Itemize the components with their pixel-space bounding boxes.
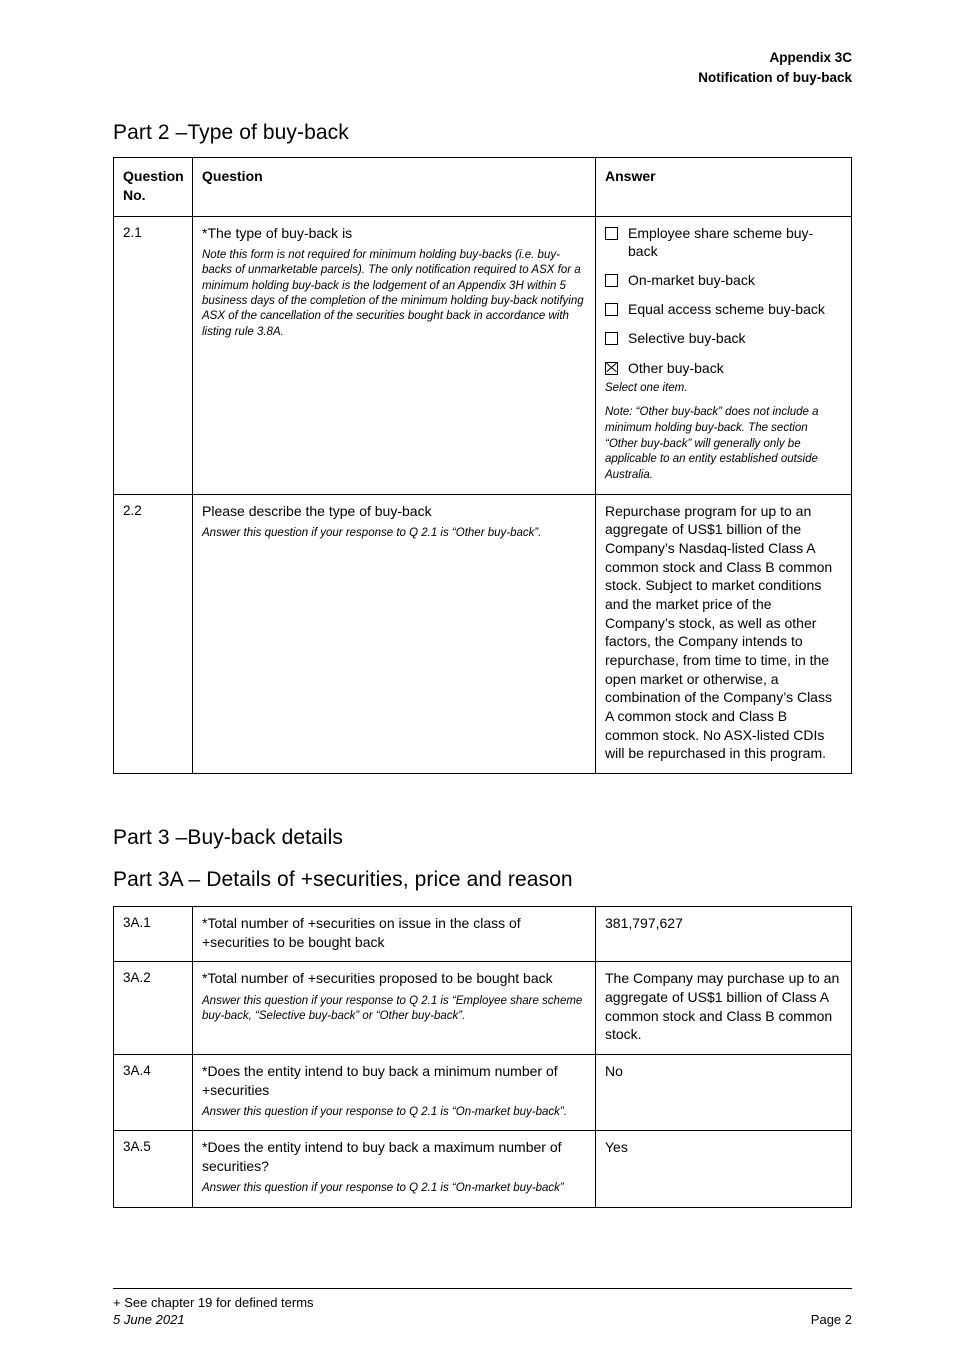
- table-row: [114, 1055, 852, 1131]
- table-row: [114, 216, 852, 494]
- checkbox-checked-icon[interactable]: [605, 362, 618, 375]
- question-cell: [193, 494, 596, 774]
- option-label: Selective buy-back: [628, 330, 746, 347]
- answer-text: Repurchase program for up to an aggregate of US$1 billion of the Company’s Nasdaq-listed Class A common stock and Class B common stock. Subject to market conditions and the market price of the Company’s stock, as well as other factors, the Company intends to repurchase, from time to time, in the open market or otherwise, a combination of the Company’s Class A common stock and Class B common stock. No ASX-listed CDIs will be repurchased in this program.: [605, 502, 833, 762]
- header-appendix-line: Appendix 3C: [769, 50, 852, 65]
- question-cell: [193, 907, 596, 962]
- checkbox-icon[interactable]: [605, 332, 618, 345]
- answer-cell: [596, 962, 852, 1055]
- part3-title: Part 3 –Buy-back details: [113, 826, 344, 850]
- question-text: *Total number of +securities proposed to be bought back: [202, 970, 553, 987]
- header-title-line: Notification of buy-back: [698, 69, 852, 85]
- column-header-question-no: Question No.: [114, 158, 193, 217]
- question-text: *The type of buy-back is: [202, 224, 353, 241]
- option-employee-share-scheme-buy-back[interactable]: [605, 224, 842, 260]
- question-cell: [193, 962, 596, 1055]
- footer-page-number: Page 2: [810, 1312, 852, 1327]
- question-text: Please describe the type of buy-back: [202, 502, 432, 519]
- question-number: 3A.5: [114, 1131, 193, 1207]
- checkbox-icon[interactable]: [605, 274, 618, 287]
- part2-table: [113, 157, 852, 774]
- question-number: 3A.1: [114, 907, 193, 962]
- question-number: 3A.4: [114, 1055, 193, 1131]
- answer-cell: [596, 216, 852, 494]
- option-label: On-market buy-back: [628, 272, 755, 288]
- table-row: [114, 962, 852, 1055]
- question-note: Answer this question if your response to Q 2.1 is “Other buy-back”.: [202, 526, 542, 539]
- answer-text: Yes: [605, 1139, 628, 1156]
- document-header: [113, 48, 852, 87]
- option-label: Other buy-back: [628, 359, 724, 376]
- answer-instruction: Select one item.: [605, 381, 688, 394]
- answer-text: 381,797,627: [605, 915, 683, 932]
- question-number: 2.1: [114, 216, 193, 494]
- part2-title: Part 2 –Type of buy-back: [113, 121, 349, 145]
- option-equal-access-scheme-buy-back[interactable]: [605, 300, 842, 318]
- question-text: *Does the entity intend to buy back a maximum number of securities?: [202, 1139, 562, 1174]
- question-note: Answer this question if your response to Q 2.1 is “On-market buy-back”: [202, 1182, 564, 1195]
- option-on-market-buy-back[interactable]: [605, 271, 842, 289]
- table-row: [114, 494, 852, 774]
- option-label: Employee share scheme buy-back: [628, 224, 814, 259]
- answer-text: No: [605, 1063, 623, 1080]
- question-text: *Does the entity intend to buy back a minimum number of +securities: [202, 1063, 558, 1098]
- checkbox-icon[interactable]: [605, 227, 618, 240]
- answer-note: Note: “Other buy-back” does not include a minimum holding buy-back. The section “Other buy-back” will generally only be applicable to an entity established outside Australia.: [605, 406, 819, 481]
- column-header-question: Question: [193, 158, 596, 217]
- option-other-buy-back[interactable]: [605, 359, 842, 377]
- part3a-subtitle: Part 3A – Details of +securities, price and reason: [113, 868, 573, 892]
- option-selective-buy-back[interactable]: [605, 329, 842, 347]
- column-header-answer: Answer: [596, 158, 852, 217]
- question-note: Answer this question if your response to Q 2.1 is “On-market buy-back”.: [202, 1106, 567, 1118]
- part3a-table: [113, 906, 852, 1207]
- footer-defined-terms: + See chapter 19 for defined terms: [113, 1295, 314, 1310]
- footer-date: 5 June 2021: [113, 1312, 185, 1327]
- option-label: Equal access scheme buy-back: [628, 301, 825, 318]
- answer-text: The Company may purchase up to an aggregate of US$1 billion of Class A common stock and Class B common stock.: [605, 970, 840, 1043]
- question-cell: [193, 1055, 596, 1131]
- document-footer: [113, 1288, 852, 1327]
- question-cell: [193, 1131, 596, 1207]
- buyback-type-options: [605, 224, 842, 377]
- footer-divider: [113, 1288, 852, 1289]
- checkbox-icon[interactable]: [605, 303, 618, 316]
- question-text: *Total number of +securities on issue in the class of +securities to be bought back: [202, 915, 521, 950]
- answer-cell: [596, 907, 852, 962]
- question-number: 2.2: [114, 494, 193, 774]
- table-header-row: [114, 158, 852, 217]
- answer-cell: [596, 1055, 852, 1131]
- table-row: [114, 907, 852, 962]
- question-number: 3A.2: [114, 962, 193, 1055]
- answer-cell: [596, 1131, 852, 1207]
- table-row: [114, 1131, 852, 1207]
- answer-cell: [596, 494, 852, 774]
- question-cell: [193, 216, 596, 494]
- question-note: Note this form is not required for minimum holding buy-backs (i.e. buy-backs of unmarketable parcels). The only notification required to ASX for a minimum holding buy-back is the lodgement of an Appendix 3H within 5 business days of the completion of the minimum holding buy-back notifying ASX of the cancellation of the securities bought back in accordance with listing rule 3.8A.: [202, 249, 584, 338]
- question-note: Answer this question if your response to Q 2.1 is “Employee share scheme buy-back, “Selective buy-back” or “Other buy-back”.: [202, 994, 583, 1022]
